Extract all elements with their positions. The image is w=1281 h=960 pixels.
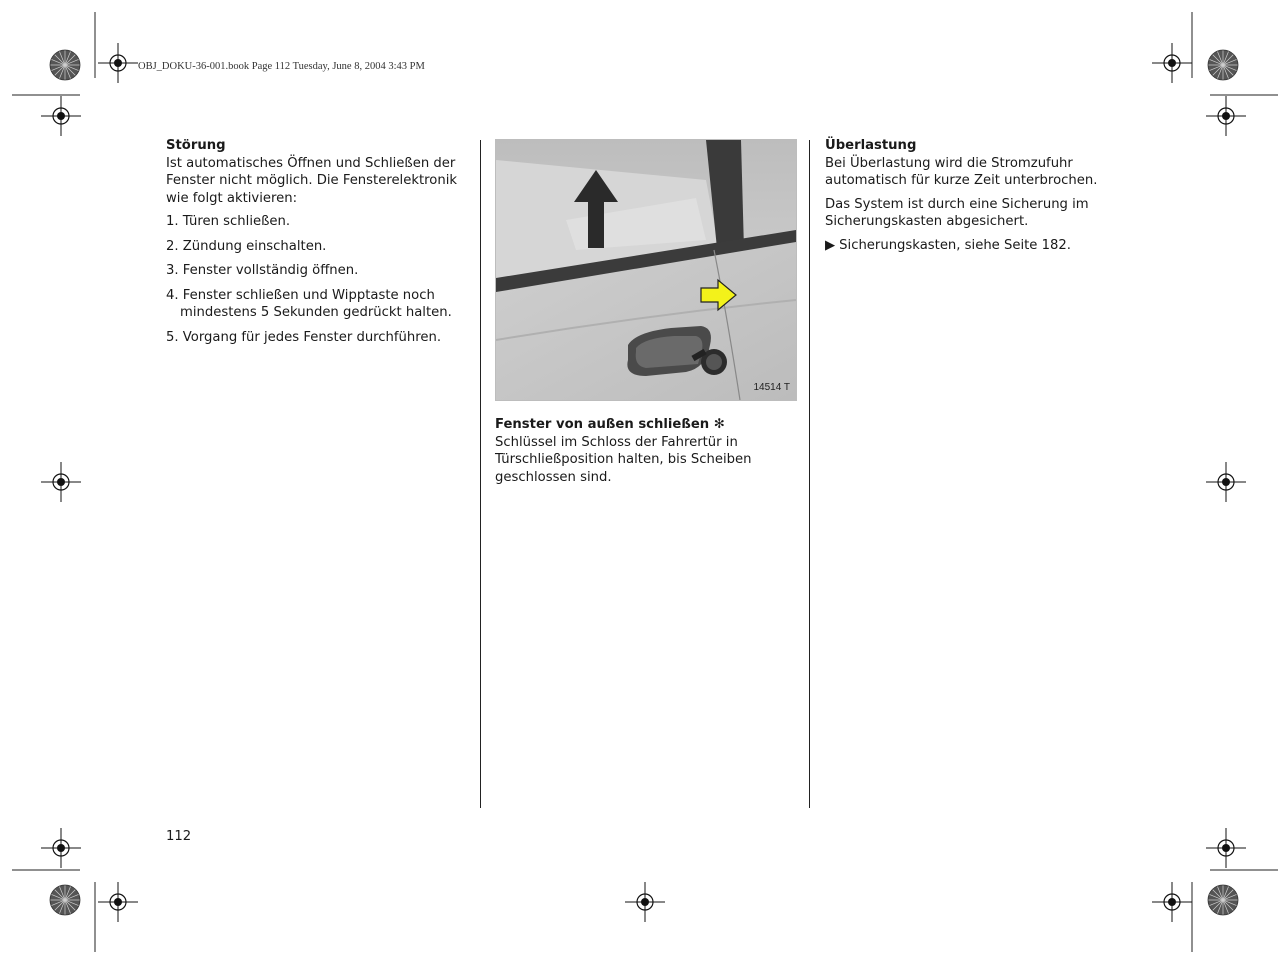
figure-code: 14514 T bbox=[753, 381, 790, 393]
asterisk-icon: ✻ bbox=[713, 417, 725, 432]
registration-mark-icon bbox=[41, 462, 81, 502]
registration-mark-icon bbox=[1206, 462, 1246, 502]
registration-mark-icon bbox=[98, 43, 138, 83]
section-heading-fenster: Fenster von außen schließen ✻ bbox=[495, 417, 725, 432]
list-item: 4. Fenster schließen und Wipptaste noch mindestens 5 Sekunden gedrückt halten. bbox=[166, 287, 452, 320]
middle-column bbox=[495, 137, 795, 492]
section-heading-ueberlastung: Überlastung bbox=[825, 138, 917, 153]
registration-mark-icon bbox=[41, 96, 81, 136]
column-divider bbox=[809, 140, 810, 808]
registration-mark-icon bbox=[41, 828, 81, 868]
triangle-bullet-icon: ▶ bbox=[825, 237, 836, 253]
color-wheel-icon bbox=[49, 49, 81, 81]
steps-list bbox=[166, 213, 471, 346]
fenster-paragraph: Schlüssel im Schloss der Fahrertür in Türschließposition halten, bis Scheiben geschlossen sind. bbox=[495, 434, 752, 485]
registration-mark-icon bbox=[1206, 96, 1246, 136]
color-wheel-icon bbox=[1207, 49, 1239, 81]
car-door-illustration bbox=[495, 139, 797, 401]
column-divider bbox=[480, 140, 481, 808]
cross-reference-text: Sicherungskasten, siehe Seite 182. bbox=[839, 237, 1071, 253]
list-item: 3. Fenster vollständig öffnen. bbox=[166, 263, 359, 278]
registration-mark-icon bbox=[1152, 882, 1192, 922]
section-heading-stoerung: Störung bbox=[166, 138, 226, 153]
registration-mark-icon bbox=[625, 882, 665, 922]
registration-mark-icon bbox=[1152, 43, 1192, 83]
list-item: 5. Vorgang für jedes Fenster durchführen. bbox=[166, 329, 442, 345]
ueberlastung-paragraph-2: Das System ist durch eine Sicherung im Sicherungskasten abgesichert. bbox=[825, 196, 1089, 229]
book-info-header: OBJ_DOKU-36-001.book Page 112 Tuesday, June 8, 2004 3:43 PM bbox=[138, 61, 425, 72]
left-column bbox=[166, 137, 471, 353]
ueberlastung-paragraph-1: Bei Überlastung wird die Stromzufuhr automatisch für kurze Zeit unterbrochen. bbox=[825, 155, 1098, 188]
color-wheel-icon bbox=[49, 884, 81, 916]
color-wheel-icon bbox=[1207, 884, 1239, 916]
registration-mark-icon bbox=[98, 882, 138, 922]
page-number: 112 bbox=[166, 829, 192, 844]
registration-mark-icon bbox=[1206, 828, 1246, 868]
right-column bbox=[825, 137, 1135, 254]
intro-paragraph: Ist automatisches Öffnen und Schließen der Fenster nicht möglich. Die Fensterelektronik wie folgt aktivieren: bbox=[166, 155, 458, 206]
cross-reference bbox=[825, 237, 1135, 255]
list-item: 1. Türen schließen. bbox=[166, 214, 291, 229]
list-item: 2. Zündung einschalten. bbox=[166, 238, 327, 254]
